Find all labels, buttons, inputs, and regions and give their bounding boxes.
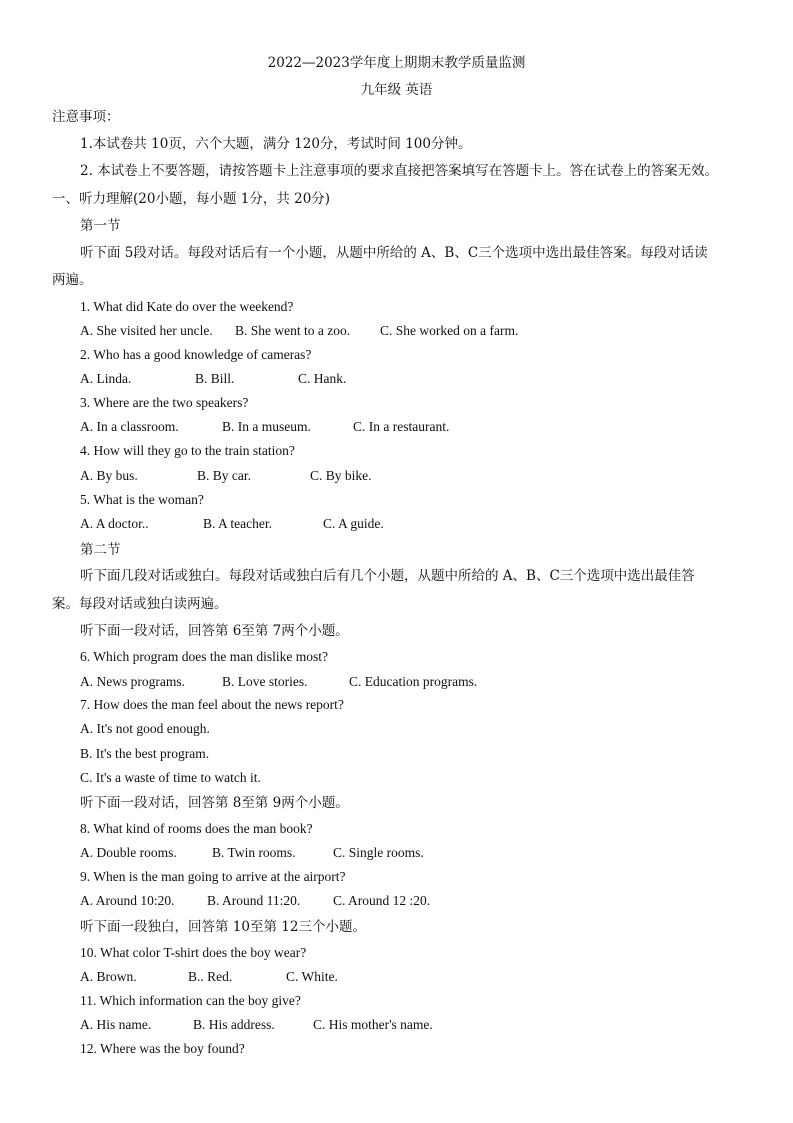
question-8-option-b: B. Twin rooms. <box>212 845 296 860</box>
question-3: 3. Where are the two speakers? <box>80 395 249 410</box>
question-10-option-c: C. White. <box>286 969 338 984</box>
question-7-option-a: A. It's not good enough. <box>80 721 210 736</box>
question-7-option-c: C. It's a waste of time to watch it. <box>80 770 261 785</box>
question-8: 8. What kind of rooms does the man book? <box>80 821 313 836</box>
part1-label: 第一节 <box>80 218 121 234</box>
dialogue-instruction-1: 听下面一段对话，回答第 6至第 7两个小题。 <box>80 623 349 639</box>
question-4-option-b: B. By car. <box>197 468 251 483</box>
notice-heading: 注意事项： <box>52 109 120 125</box>
question-5: 5. What is the woman? <box>80 492 204 507</box>
part1-instruction: 听下面 5段对话。每段对话后有一个小题，从题中所给的 A、B、C三个选项中选出最佳答案。每段对话读 <box>80 245 708 261</box>
question-11: 11. Which information can the boy give? <box>80 993 301 1008</box>
monologue-instruction: 听下面一段独白，回答第 10至第 12三个小题。 <box>80 919 366 935</box>
part2-instruction: 听下面几段对话或独白。每段对话或独白后有几个小题，从题中所给的 A、B、C三个选项中选出最佳答 <box>80 568 695 584</box>
part2-label: 第二节 <box>80 542 121 558</box>
question-11-option-b: B. His address. <box>193 1017 275 1032</box>
section-heading: 一、听力理解(20小题，每小题 1分，共 20分) <box>52 191 331 207</box>
question-2: 2. Who has a good knowledge of cameras? <box>80 347 312 362</box>
question-9-option-b: B. Around 11:20. <box>207 893 301 908</box>
question-10: 10. What color T-shirt does the boy wear? <box>80 945 307 960</box>
question-4-option-a: A. By bus. <box>80 468 138 483</box>
question-6-option-a: A. News programs. <box>80 674 185 689</box>
question-11-option-c: C. His mother's name. <box>313 1017 433 1032</box>
question-3-option-c: C. In a restaurant. <box>353 419 450 434</box>
question-4-option-c: C. By bike. <box>310 468 372 483</box>
question-9: 9. When is the man going to arrive at the airport? <box>80 869 346 884</box>
question-9-option-a: A. Around 10:20. <box>80 893 175 908</box>
notice-item-2: 2. 本试卷上不要答题，请按答题卡上注意事项的要求直接把答案填写在答题卡上。答在试卷上的答案无效。 <box>80 163 719 179</box>
notice-item-1: 1.本试卷共 10页，六个大题，满分 120分，考试时间 100分钟。 <box>80 136 472 152</box>
question-5-option-c: C. A guide. <box>323 516 384 531</box>
dialogue-instruction-2: 听下面一段对话，回答第 8至第 9两个小题。 <box>80 795 349 811</box>
question-11-option-a: A. His name. <box>80 1017 152 1032</box>
question-6-option-c: C. Education programs. <box>349 674 478 689</box>
question-6-option-b: B. Love stories. <box>222 674 308 689</box>
question-5-option-b: B. A teacher. <box>203 516 272 531</box>
question-1: 1. What did Kate do over the weekend? <box>80 299 294 314</box>
question-6: 6. Which program does the man dislike most? <box>80 649 328 664</box>
question-1-option-a: A. She visited her uncle. <box>80 323 213 338</box>
question-4: 4. How will they go to the train station? <box>80 443 295 458</box>
part1-instruction-cont: 两遍。 <box>52 272 93 288</box>
question-5-option-a: A. A doctor.. <box>80 516 149 531</box>
question-8-option-c: C. Single rooms. <box>333 845 424 860</box>
question-3-option-b: B. In a museum. <box>222 419 311 434</box>
question-3-option-a: A. In a classroom. <box>80 419 179 434</box>
question-2-option-a: A. Linda. <box>80 371 132 386</box>
question-9-option-c: C. Around 12 :20. <box>333 893 431 908</box>
exam-title: 2022—2023学年度上期期末教学质量监测 <box>267 55 526 71</box>
question-7: 7. How does the man feel about the news report? <box>80 697 344 712</box>
part2-instruction-cont: 案。每段对话或独白读两遍。 <box>52 596 228 612</box>
question-10-option-b: B.. Red. <box>188 969 233 984</box>
question-12: 12. Where was the boy found? <box>80 1041 245 1056</box>
question-1-option-c: C. She worked on a farm. <box>380 323 519 338</box>
question-2-option-c: C. Hank. <box>298 371 347 386</box>
question-1-option-b: B. She went to a zoo. <box>235 323 351 338</box>
question-8-option-a: A. Double rooms. <box>80 845 177 860</box>
question-10-option-a: A. Brown. <box>80 969 137 984</box>
question-7-option-b: B. It's the best program. <box>80 746 210 761</box>
question-2-option-b: B. Bill. <box>195 371 235 386</box>
exam-subtitle: 九年级 英语 <box>360 82 433 98</box>
